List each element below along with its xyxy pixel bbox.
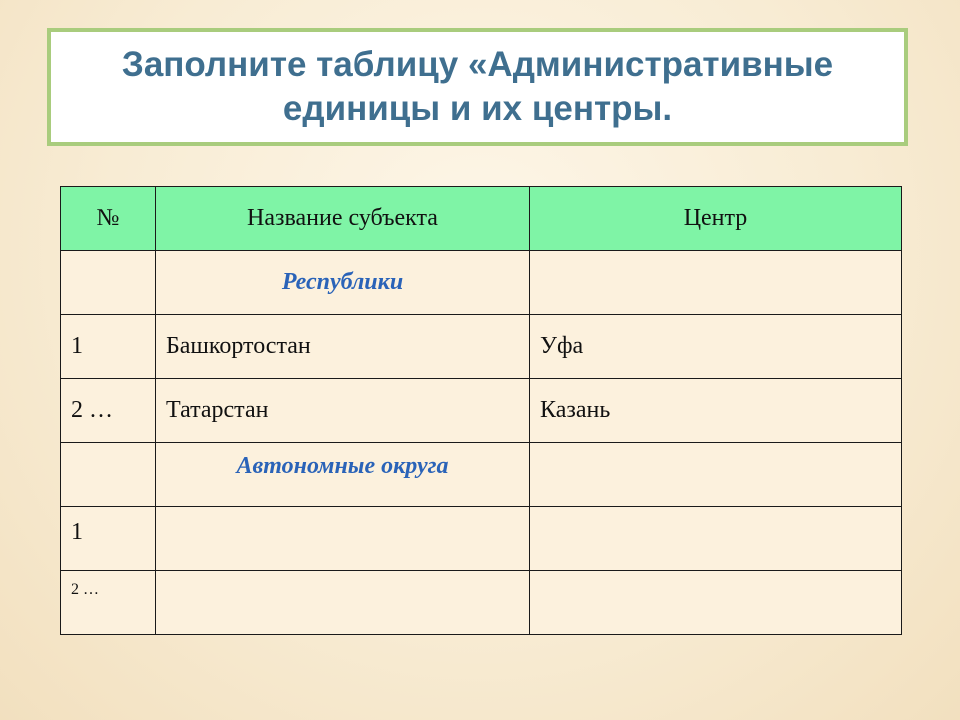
header-center: Центр [530, 187, 902, 251]
empty-cell [530, 251, 902, 315]
table-row [61, 315, 902, 379]
section-row-republics [61, 251, 902, 315]
center-name [530, 571, 902, 635]
row-number: 2 … [61, 571, 156, 635]
title-line-1: Заполните таблицу «Административные [121, 45, 834, 84]
row-number: 1 [61, 315, 156, 379]
table-row [61, 507, 902, 571]
center-name: Уфа [530, 315, 902, 379]
center-name: Казань [530, 379, 902, 443]
header-subject-name: Название субъекта [156, 187, 530, 251]
header-number: № [61, 187, 156, 251]
title-line-2: единицы и их центры. [282, 89, 673, 128]
title-box [47, 28, 908, 146]
subject-name [156, 507, 530, 571]
empty-cell [530, 443, 902, 507]
table-row [61, 571, 902, 635]
row-number: 1 [61, 507, 156, 571]
subject-name: Башкортостан [156, 315, 530, 379]
empty-cell [61, 251, 156, 315]
empty-cell [61, 443, 156, 507]
table-row [61, 379, 902, 443]
section-row-autonomous-okrugs [61, 443, 902, 507]
section-label-autonomous-okrugs: Автономные округа [156, 443, 530, 507]
administrative-units-table [60, 186, 902, 635]
center-name [530, 507, 902, 571]
row-number: 2 … [61, 379, 156, 443]
section-label-republics: Республики [156, 251, 530, 315]
header-row [61, 187, 902, 251]
subject-name [156, 571, 530, 635]
subject-name: Татарстан [156, 379, 530, 443]
